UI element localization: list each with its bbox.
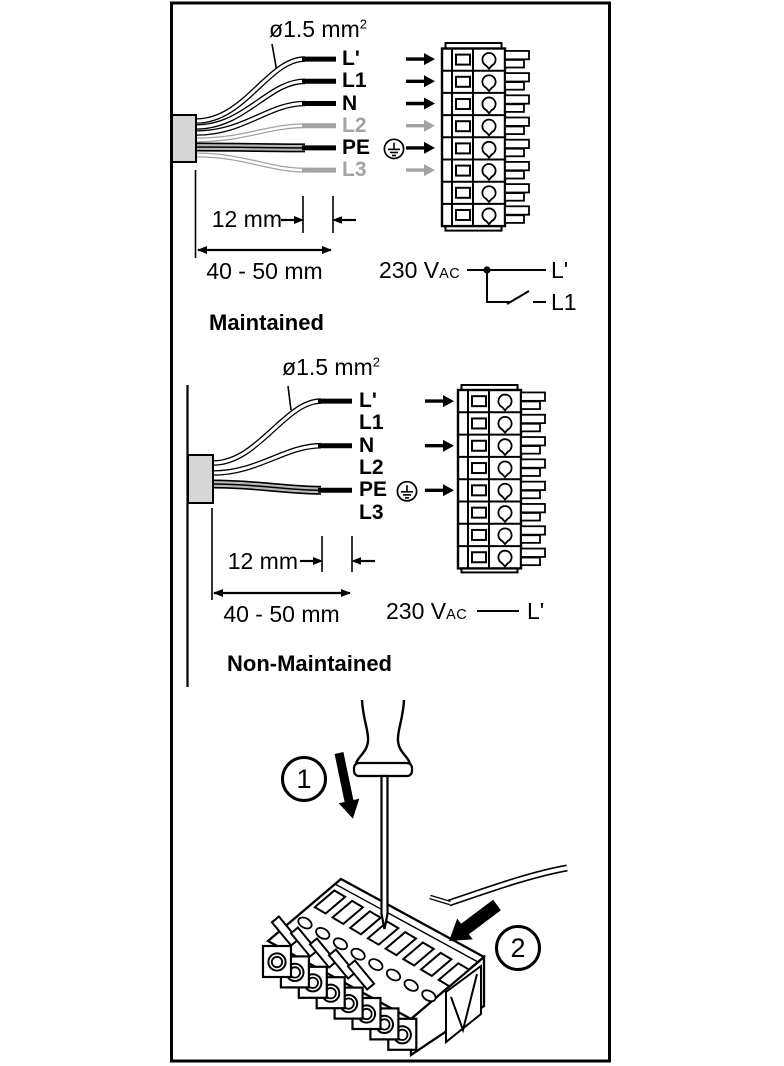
terminal-block-8pole	[442, 43, 529, 231]
flow-arrow-icon	[406, 142, 435, 154]
section-title-maintained: Maintained	[209, 310, 324, 335]
jacket-strip-dimension: 40 - 50 mm	[223, 601, 340, 627]
switched-line-label: L1	[551, 289, 577, 315]
flow-arrow-icon	[425, 484, 454, 496]
wire-label-N: N	[359, 433, 375, 457]
supply-voltage-label: 230 VAC	[386, 598, 468, 624]
cable-sheath	[188, 455, 213, 503]
jacket-strip-dimension: 40 - 50 mm	[206, 258, 323, 284]
terminal-block-8pole	[458, 385, 545, 572]
step-2-badge: 2	[495, 925, 541, 971]
step-1-badge: 1	[281, 756, 327, 802]
installation-step-diagram	[263, 700, 567, 1055]
wire-label-L3: L3	[359, 500, 384, 524]
wire-label-L3: L3	[342, 158, 367, 182]
wire-label-N: N	[342, 91, 358, 115]
supply-voltage-label: 230 VAC	[379, 257, 461, 283]
earth-ground-icon	[384, 139, 403, 158]
cable-wires-non-maintained	[213, 395, 454, 501]
wire-label-L1: L1	[342, 69, 367, 93]
wire-label-L2: L2	[342, 113, 367, 137]
screwdriver-blade	[382, 776, 388, 929]
flow-arrow-icon	[406, 120, 435, 132]
wire-label-L: L'	[342, 47, 360, 71]
strip-length-dimension: 12 mm	[211, 206, 282, 232]
flow-arrow-icon	[425, 440, 454, 452]
cable-sheath	[172, 115, 196, 162]
section-title-non-maintained: Non-Maintained	[227, 651, 392, 676]
diameter-leader-line	[288, 386, 291, 410]
flow-arrow-icon	[406, 164, 435, 176]
wire-label-PE: PE	[342, 135, 371, 159]
incoming-wire	[430, 868, 567, 903]
supply-line-label: L'	[551, 257, 569, 283]
flow-arrow-icon	[406, 98, 435, 110]
earth-ground-icon	[397, 482, 416, 501]
screwdriver-ferrule	[354, 763, 412, 776]
wire-label-L: L'	[359, 389, 377, 413]
flow-arrow-icon	[425, 395, 454, 407]
cable-wires-maintained	[196, 53, 435, 176]
screwdriver-handle	[356, 700, 410, 764]
strip-length-dimension: 12 mm	[227, 548, 298, 574]
switch-icon	[507, 291, 529, 304]
wire-gauge-label: ø1.5 $mm^2$	[282, 354, 380, 380]
insert-wire-arrow-icon	[449, 900, 501, 941]
wire-gauge-label: ø1.5 $mm^2$	[269, 16, 367, 42]
flow-arrow-icon	[406, 53, 435, 65]
wire-label-L1: L1	[359, 411, 384, 435]
wire-label-PE: PE	[359, 478, 388, 502]
supply-circuit-switched	[467, 266, 546, 304]
flow-arrow-icon	[406, 75, 435, 87]
wire-label-L2: L2	[359, 456, 384, 479]
supply-line-label: L'	[527, 598, 545, 624]
